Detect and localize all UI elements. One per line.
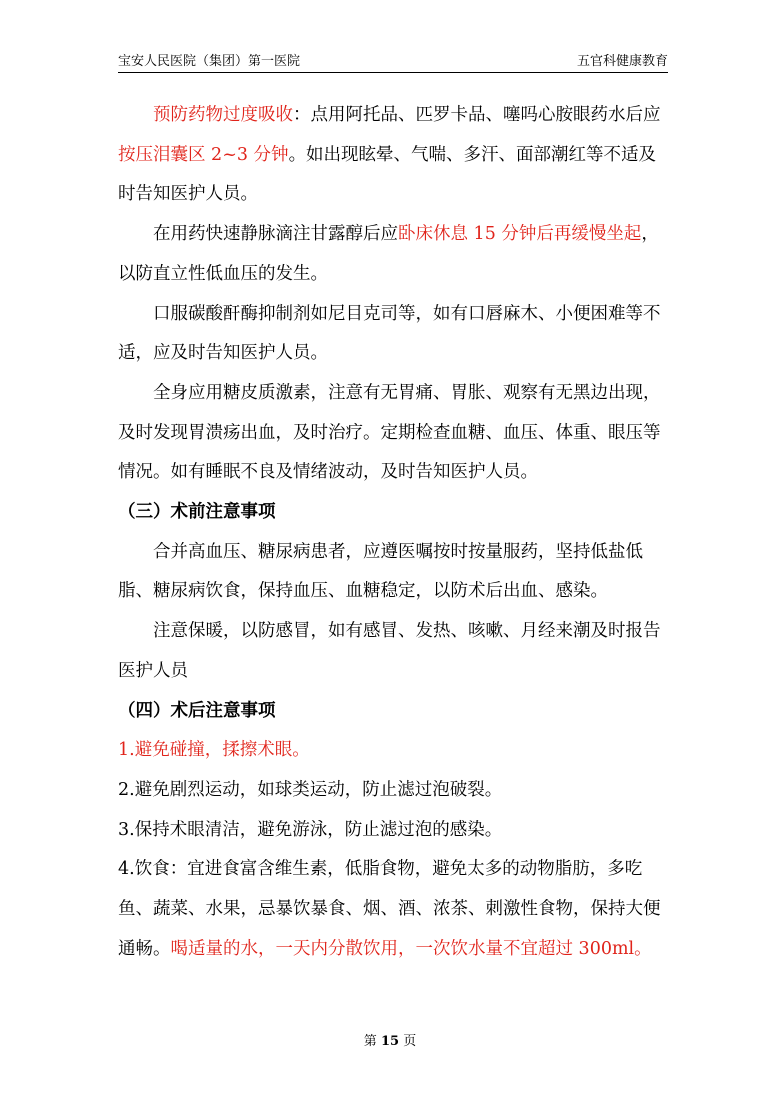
section-heading-preop: （三）术前注意事项: [118, 502, 276, 523]
highlight-text: 喝适量的水，一天内分散饮用，一次饮水量不宜超过 300ml。: [170, 938, 652, 959]
header-department: 五官科健康教育: [576, 54, 668, 69]
paragraph-mannitol: [118, 215, 668, 294]
paragraph-drug-absorption: [118, 96, 668, 215]
paragraph-oral-inhibitor: 口服碳酸酐酶抑制剂如尼目克司等，如有口唇麻木、小便困难等不适，应及时告知医护人员。: [118, 303, 661, 364]
highlight-text: 按压泪囊区 2~3 分钟: [118, 144, 289, 165]
paragraph-text: 在用药快速静脉滴注甘露醇后应: [153, 224, 398, 245]
page-header: [118, 44, 668, 73]
list-item-3: 3.保持术眼清洁，避免游泳，防止滤过泡的感染。: [118, 819, 503, 840]
section-heading-postop: （四）术后注意事项: [118, 700, 276, 721]
list-item-1: 1.避免碰撞，揉擦术眼。: [118, 740, 310, 761]
document-body: [118, 96, 668, 969]
list-item-2: 2.避免剧烈运动，如球类运动，防止滤过泡破裂。: [118, 779, 503, 800]
list-item-4: [118, 850, 668, 969]
paragraph-steroids: 全身应用糖皮质激素，注意有无胃痛、胃胀、观察有无黑边出现，及时发现胃溃疡出血，及时治疗。定期检查血糖、血压、体重、眼压等情况。如有睡眠不良及情绪波动，及时告知医护人员。: [118, 382, 661, 483]
page-number: 15: [380, 1034, 400, 1049]
paragraph-text: ：点用阿托品、匹罗卡品、噻吗心胺眼药水后应: [293, 105, 661, 125]
highlight-text: 卧床休息 15 分钟后再缓慢坐起: [398, 224, 642, 245]
paragraph-hypertension: 合并高血压、糖尿病患者，应遵医嘱按时按量服药，坚持低盐低脂、糖尿病饮食，保持血压、血糖稳定，以防术后出血、感染。: [118, 541, 643, 602]
header-hospital-name: 宝安人民医院（集团）第一医院: [118, 54, 301, 69]
paragraph-text: ，以防直立性低血压的发生。: [118, 224, 659, 284]
page-footer: [0, 1030, 780, 1049]
paragraph-text: 。如出现眩晕、气喘、多汗、面部潮红等不适及时告知医护人员。: [118, 144, 657, 205]
footer-suffix: 页: [403, 1034, 417, 1049]
paragraph-text: 4.饮食：宜进食富含维生素，低脂食物，避免太多的动物脂肪，多吃鱼、蔬菜、水果，忌暴饮暴食、烟、酒、浓茶、刺激性食物，保持大便通畅。: [118, 859, 661, 959]
footer-prefix: 第: [363, 1034, 377, 1049]
paragraph-keep-warm: 注意保暖，以防感冒，如有感冒、发热、咳嗽、月经来潮及时报告医护人员: [118, 621, 661, 681]
highlight-text: 预防药物过度吸收: [153, 105, 293, 125]
